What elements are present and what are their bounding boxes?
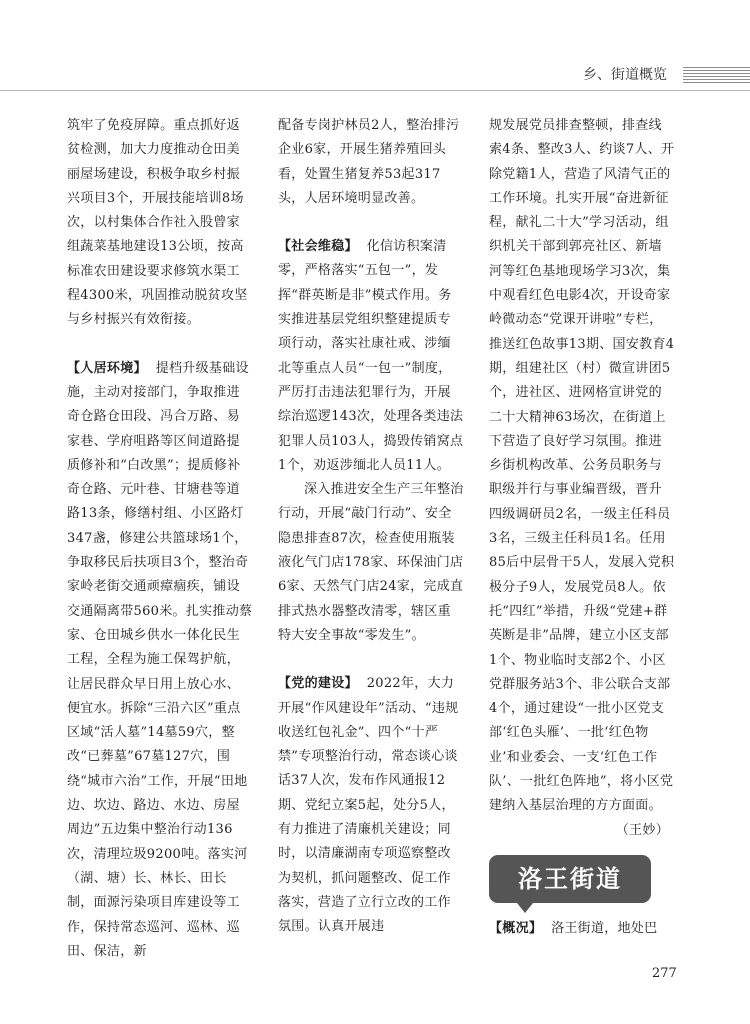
paragraph-party-building-continued: 规发展党员排查整顿，排查线索4条、整改3人、约谈7人、开除党籍1人，营造了风清气正的工作环境。扎实开展“奋进新征程，献礼二十大”学习活动，组织机关干部到郭亮社区、新墙河等红色基地现场学习3次，集中观看红色电影4次，开设奇家岭微动态“党课开讲啦”专栏，推送红色故事13期、国安教育4期，组建社区（村）微宣讲团5个，进社区、进网格宣讲党的二十大精神63场次，在街道上下营造了良好学习氛围。推进乡街机构改革、公务员职务与职级并行与事业编晋级，晋升四级调研员2名，一级主任科员3名，三级主任科员1名。任用85后中层骨干5人，发展入党积极分子9人，发展党员8人。依托“四红”举措，升级“党建+群英断是非”品牌，建立小区支部1个、物业临时支部2个、小区党群服务站3个、非公联合支部4个，通过建设“一批小区党支部‘红色头雁’、一批‘红色物业’和业委会、一支‘红色工作队’、一批红色阵地”，将小区党建纳入基层治理的方方面面。 (489, 118, 675, 814)
header-divider (0, 90, 750, 91)
header-stripes-decoration (683, 67, 750, 83)
section-heading-overview: 【概况】 (489, 920, 543, 936)
paragraph-social-stability (278, 235, 464, 478)
page-number: 277 (652, 966, 677, 981)
section-heading-social-stability: 【社会维稳】 (278, 239, 358, 255)
section-banner-luowang-street (489, 855, 651, 903)
section-heading-living-environment: 【人居环境】 (67, 360, 147, 376)
section-body-party-building: 2022年，大力开展“作风建设年”活动、“违规收送红包礼金”、四个“十严禁”专项整治行动，常态谈心谈话37人次，发布作风通报12期、党纪立案5起，处分5人，有力推进了清廉机关建设；同时，以清廉湖南专项巡察整改为契机，抓问题整改、促工作落实，营造了立行立改的工作氛围。认真开展违 (278, 676, 459, 935)
text-column-3 (489, 114, 675, 941)
section-body-social-stability: 化信访积案清零，严格落实“五包一”，发挥“群英断是非”模式作用。务实推进基层党组织整建提质专项行动，落实社康社戒、涉缅北等重点人员“一包一”制度，严厉打击违法犯罪行为，开展综治巡逻143次，处理各类违法犯罪人员103人，捣毁传销窝点1个，劝返涉缅北人员11人。 (278, 239, 464, 473)
text-column-1 (67, 114, 253, 964)
section-heading-party-building: 【党的建设】 (278, 676, 358, 692)
paragraph-environment-continued: 配备专岗护林员2人，整治排污企业6家，开展生猪养殖回头看，处置生猪复养53起317头，人居环境明显改善。 (278, 118, 460, 206)
author-credit: （王妙） (615, 822, 669, 838)
paragraph-poverty-alleviation: 筑牢了免疫屏障。重点抓好返贫检测，加大力度推动仓田美丽屋场建设，积极争取乡村振兴项目3个，开展技能培训8场次，以村集体合作社入股曾家组蔬菜基地建设13公顷，按高标准农田建设要求修筑水渠工程4300米，巩固推动脱贫攻坚与乡村振兴有效衔接。 (67, 118, 248, 328)
section-body-overview: 洛王街道，地处巴 (551, 920, 658, 936)
banner-tail-decoration (517, 903, 533, 913)
paragraph-safety-production: 深入推进安全生产三年整治行动，开展“敲门行动”、安全隐患排查87次，检查使用瓶装液化气门店178家、环保油门店6家、天然气门店24家，完成直排式热水器整改清零，辖区重特大安全事故“零发生”。 (278, 482, 464, 643)
paragraph-party-building (278, 672, 464, 939)
paragraph-living-environment (67, 357, 253, 964)
banner-title: 洛王街道 (518, 864, 622, 893)
section-body-living-environment: 提档升级基础设施，主动对接部门，争取推进奇仓路仓田段、冯合万路、易家巷、学府咀路等区间道路提质修补和“白改黑”；提质修补奇仓路、元叶巷、甘塘巷等道路13条，修缮村组、小区路灯347盏，修建公共篮球场1个，争取移民后扶项目3个，整治奇家岭老街交通顽瘴痼疾，铺设交通隔离带560米。扎实推动蔡家、仓田城乡供水一体化民生工程，全程为施工保驾护航，让居民群众早日用上放心水、便宜水。拆除“三沿六区”重点区域“活人墓”14墓59穴，整改“已葬墓”67墓127穴，围绕“城市六治”工作，开展“田地边、坎边、路边、水边、房屋周边”五边集中整治行动136次，清理垃圾9200吨。落实河（湖、塘）长、林长、田长制，面源污染项目库建设等工作，保持常态巡河、巡林、巡田、保洁，新 (67, 360, 253, 959)
text-column-2 (278, 114, 464, 940)
paragraph-overview (489, 917, 675, 941)
running-header-title: 乡、街道概览 (583, 67, 667, 83)
